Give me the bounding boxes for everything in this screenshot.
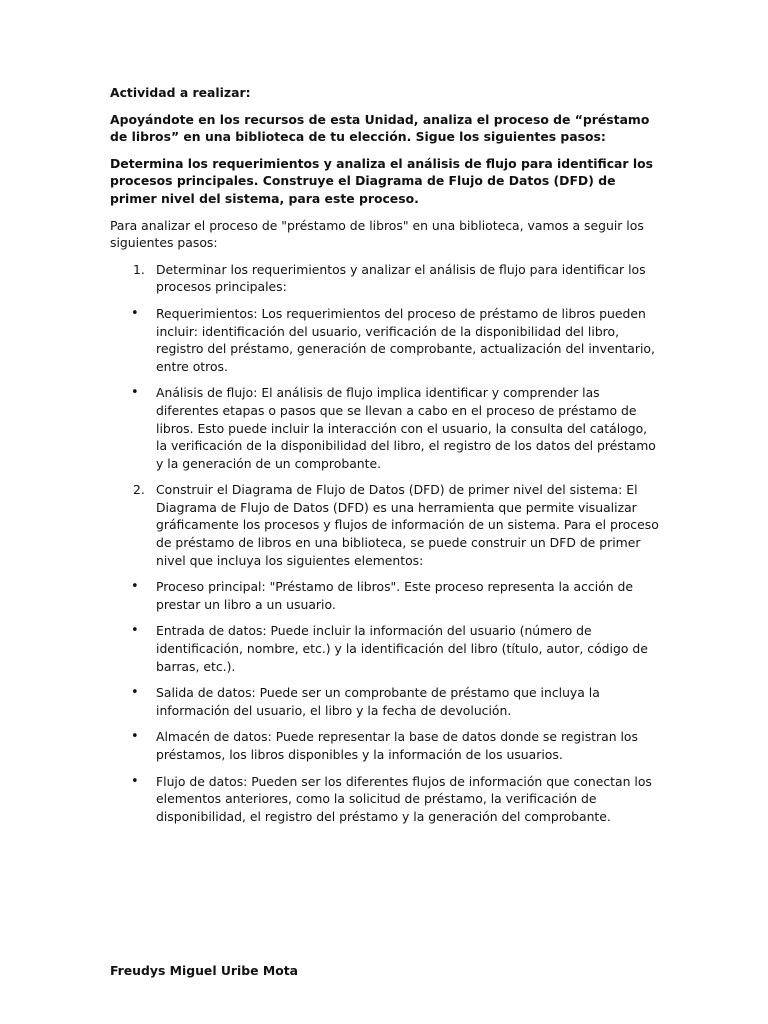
- bullet-text: Almacén de datos: Puede representar la base de datos donde se registran los préstamos, los libros disponibles y la información de los usuarios.: [156, 729, 638, 762]
- numbered-step-1: [110, 261, 662, 296]
- document-body: [110, 84, 662, 834]
- bullet-item-requerimientos: [110, 305, 662, 375]
- bullet-icon: •: [131, 385, 139, 401]
- bullet-text: Análisis de flujo: El análisis de flujo implica identificar y comprender las diferentes etapas o pasos que se llevan a cabo en el proceso de préstamo de libros. Esto puede incluir la interacción con el usuario, la consulta del catálogo, la verificación de la disponibilidad del libro, el registro de los datos del préstamo y la generación de un comprobante.: [156, 385, 656, 471]
- bullet-icon: •: [131, 773, 139, 789]
- bullet-text: Entrada de datos: Puede incluir la información del usuario (número de identificación, nombre, etc.) y la identificación del libro (título, autor, código de barras, etc.).: [156, 623, 648, 674]
- bullet-icon: •: [131, 305, 139, 321]
- bullet-item-analisis-de-flujo: [110, 384, 662, 472]
- intro-paragraph: Para analizar el proceso de "préstamo de libros" en una biblioteca, vamos a seguir los siguientes pasos:: [110, 217, 644, 251]
- bullet-icon: •: [131, 579, 139, 595]
- bullet-text: Flujo de datos: Pueden ser los diferentes flujos de información que conectan los elementos anteriores, como la solicitud de préstamo, la verificación de disponibilidad, el registro del préstamo y la generación del comprobante.: [156, 773, 652, 824]
- activity-heading: Actividad a realizar:: [110, 85, 251, 100]
- bullet-icon: •: [131, 729, 139, 745]
- bullet-item-flujo-de-datos: [110, 773, 662, 826]
- bullet-item-almacen-de-datos: [110, 728, 662, 763]
- bullet-item-proceso-principal: [110, 578, 662, 613]
- step-number: 1.: [133, 261, 145, 277]
- numbered-step-2: [110, 481, 662, 569]
- bullet-item-entrada-de-datos: [110, 622, 662, 675]
- bullet-icon: •: [131, 623, 139, 639]
- step-text: Construir el Diagrama de Flujo de Datos (DFD) de primer nivel del sistema: El Diagrama de Flujo de Datos (DFD) es una herramienta que permite visualizar gráficamente los procesos y flujos de información de un sistema. Para el proceso de préstamo de libros en una biblioteca, se puede construir un DFD de primer nivel que incluya los siguientes elementos:: [156, 482, 659, 568]
- instruction-paragraph-2: Determina los requerimientos y analiza el análisis de flujo para identificar los procesos principales. Construye el Diagrama de Flujo de Datos (DFD) de primer nivel del sistema, para este proceso.: [110, 155, 653, 206]
- step-text: Determinar los requerimientos y analizar el análisis de flujo para identificar los procesos principales:: [156, 261, 646, 295]
- author-signature: Freudys Miguel Uribe Mota: [110, 963, 299, 978]
- bullet-item-salida-de-datos: [110, 684, 662, 719]
- bullet-text: Salida de datos: Puede ser un comprobante de préstamo que incluya la información del usuario, el libro y la fecha de devolución.: [156, 685, 600, 718]
- instruction-paragraph-1: Apoyándote en los recursos de esta Unidad, analiza el proceso de “préstamo de libros” en una biblioteca de tu elección. Sigue los siguientes pasos:: [110, 111, 650, 145]
- bullet-icon: •: [131, 685, 139, 701]
- bullet-text: Proceso principal: "Préstamo de libros". Este proceso representa la acción de prestar un libro a un usuario.: [156, 579, 634, 612]
- step-number: 2.: [133, 482, 145, 498]
- bullet-text: Requerimientos: Los requerimientos del proceso de préstamo de libros pueden incluir: identificación del usuario, verificación de la disponibilidad del libro, registro del préstamo, generación de comprobante, actualización del inventario, entre otros.: [156, 305, 655, 374]
